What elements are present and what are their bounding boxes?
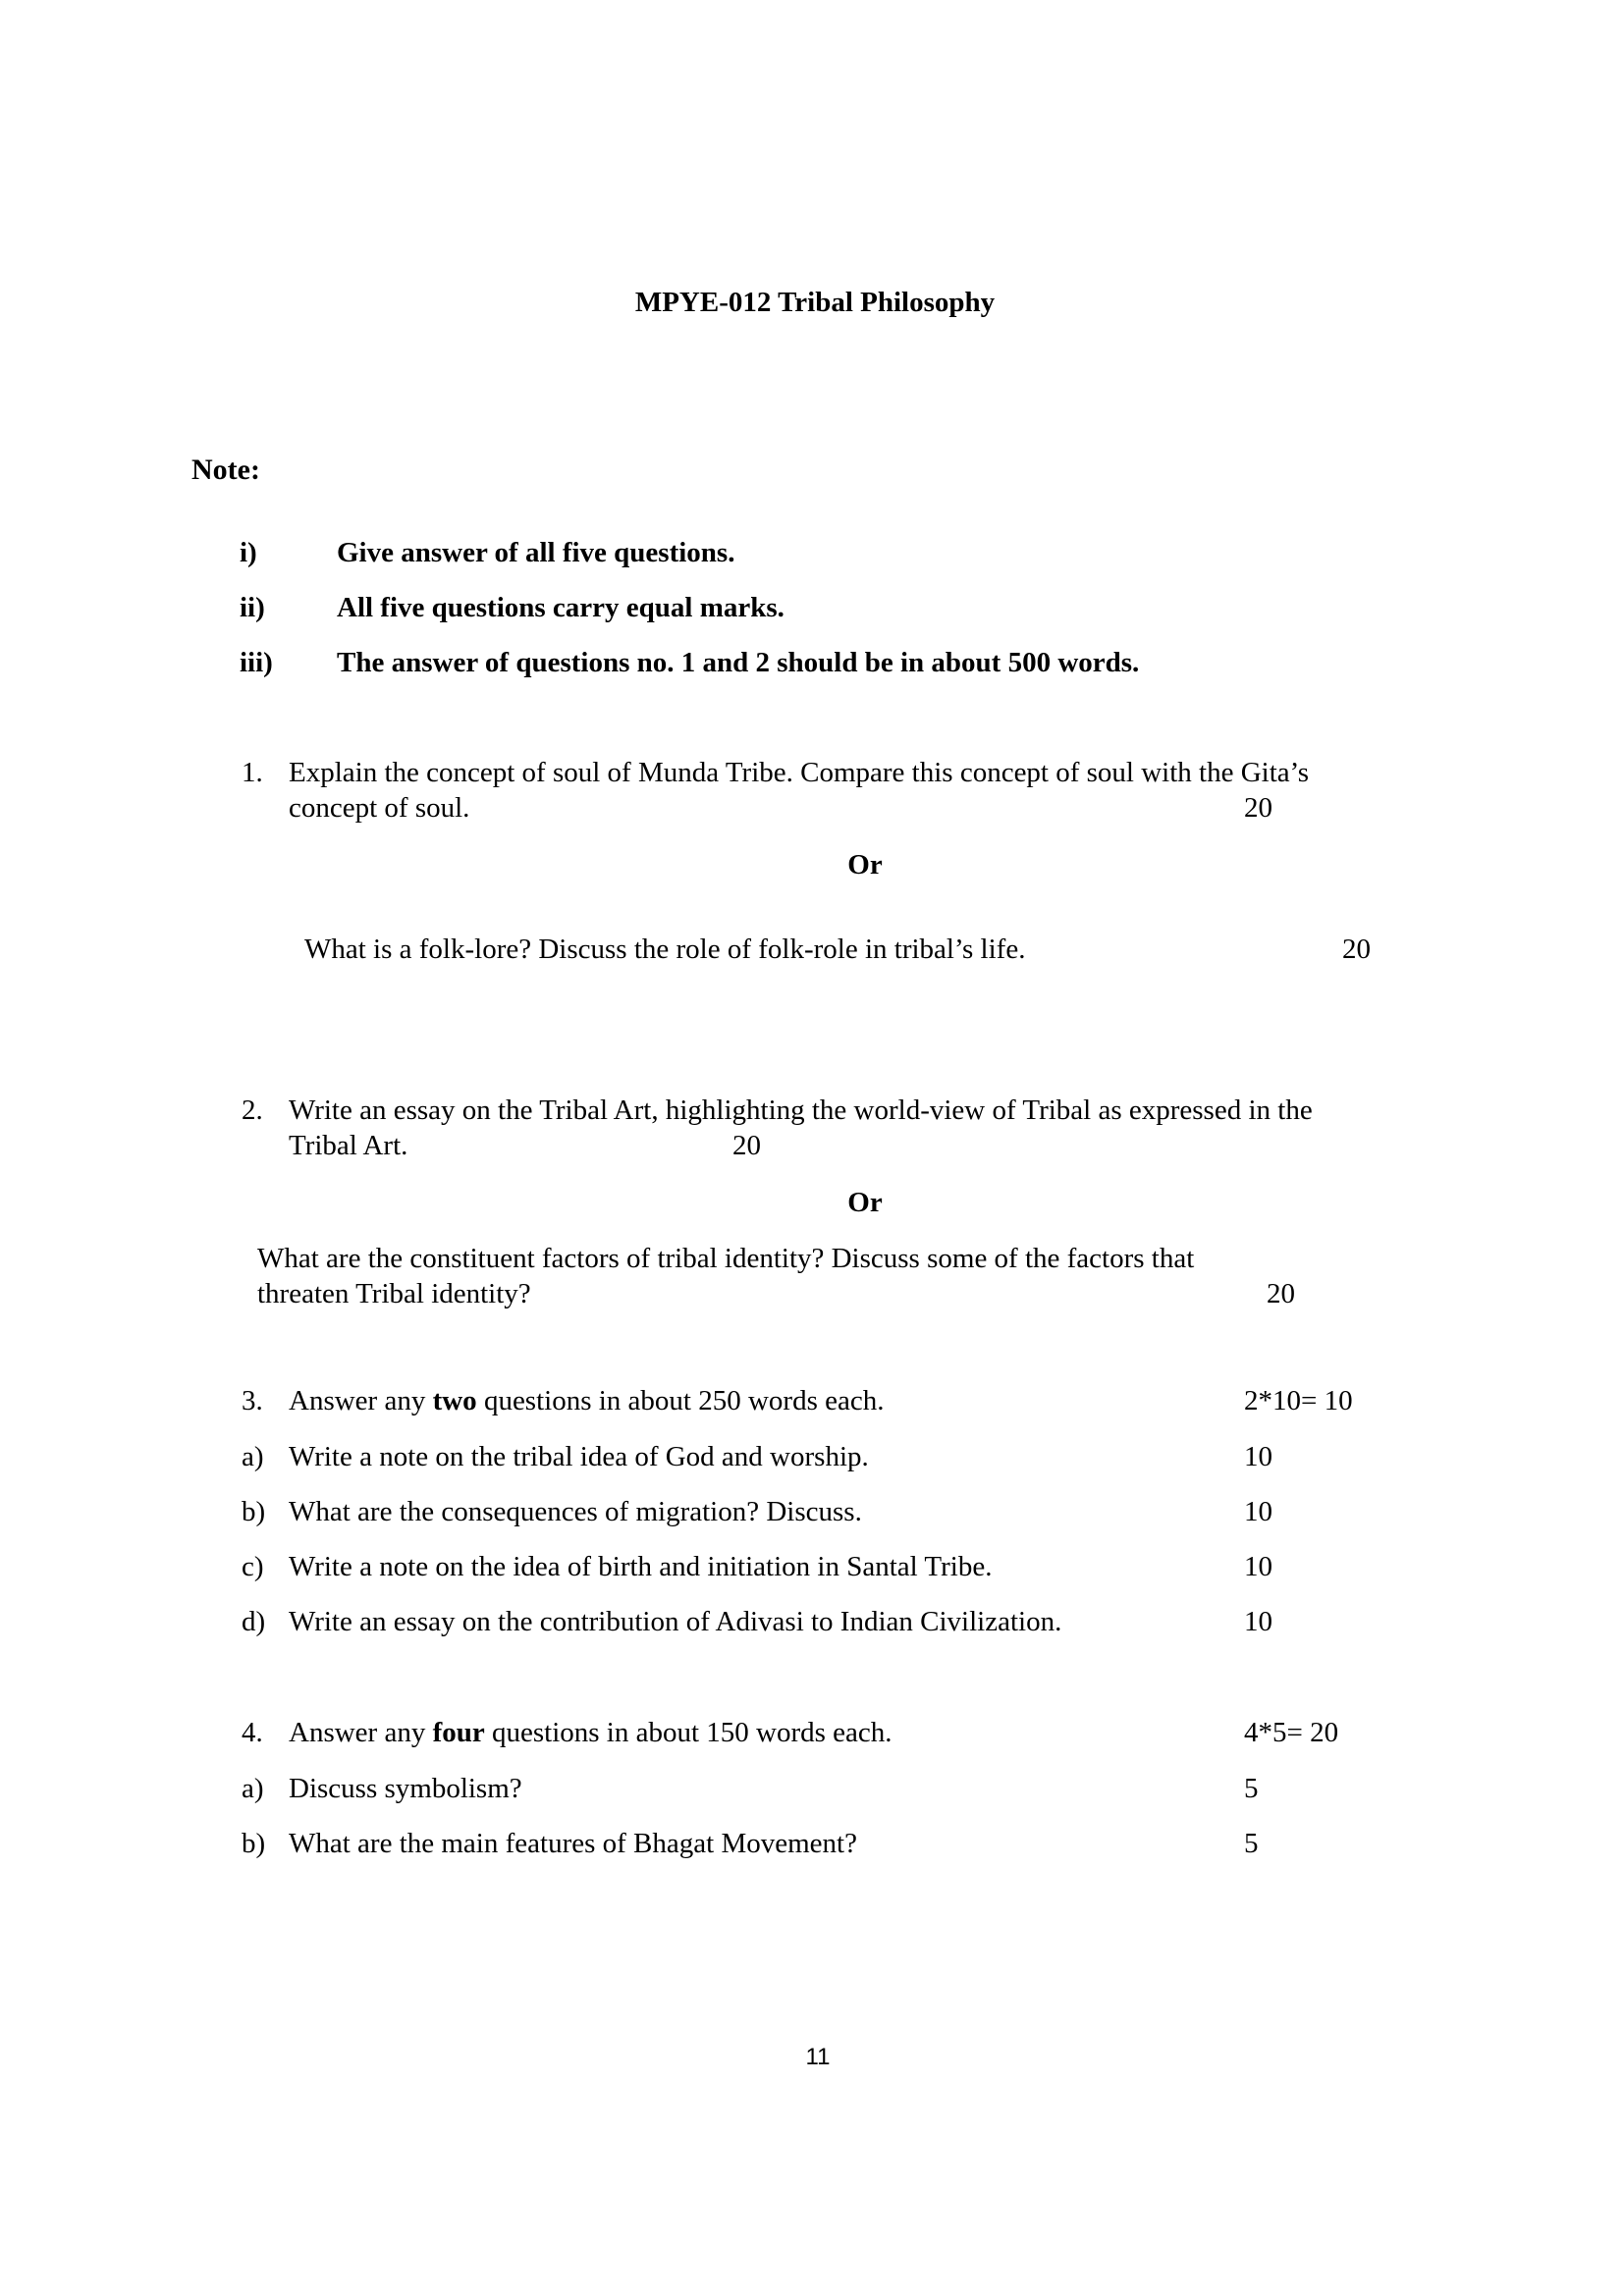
question-instruction (289, 1385, 884, 1417)
or-separator: Or (847, 849, 883, 881)
alternate-question-marks: 20 (1267, 1278, 1295, 1309)
question-instruction (289, 1717, 893, 1749)
question-number: 4. (242, 1717, 263, 1748)
sub-question-marks: 5 (1244, 1773, 1259, 1804)
sub-question-text: Write an essay on the contribution of Adivasi to Indian Civilization. (289, 1606, 1062, 1637)
instruction-prefix: Answer any (289, 1385, 433, 1416)
sub-question-marks: 10 (1244, 1606, 1272, 1637)
sub-question-label: a) (242, 1441, 264, 1472)
sub-question-label: c) (242, 1551, 264, 1582)
sub-question-marks: 5 (1244, 1828, 1259, 1859)
sub-question-marks: 10 (1244, 1441, 1272, 1472)
sub-question-label: b) (242, 1828, 266, 1859)
note-item-number: iii) (240, 647, 273, 678)
alternate-question-text-line: What are the constituent factors of tribal identity? Discuss some of the factors that (257, 1243, 1195, 1274)
question-text-line: Explain the concept of soul of Munda Tribe. Compare this concept of soul with the Gita’s (289, 757, 1310, 788)
question-text-line: Write an essay on the Tribal Art, highlighting the world-view of Tribal as expressed in the (289, 1095, 1313, 1126)
note-item-number: i) (240, 537, 257, 568)
sub-question-text: What are the main features of Bhagat Movement? (289, 1828, 857, 1859)
instruction-suffix: questions in about 250 words each. (476, 1385, 885, 1416)
instruction-emphasis: four (432, 1717, 485, 1748)
sub-question-marks: 10 (1244, 1496, 1272, 1527)
sub-question-text: Write a note on the idea of birth and initiation in Santal Tribe. (289, 1551, 993, 1582)
note-item-text: Give answer of all five questions. (337, 537, 735, 568)
question-marks: 20 (732, 1130, 761, 1161)
question-text-line: Tribal Art. (289, 1130, 408, 1161)
sub-question-label: a) (242, 1773, 264, 1804)
document-title: MPYE-012 Tribal Philosophy (634, 287, 996, 318)
sub-question-text: Discuss symbolism? (289, 1773, 522, 1804)
sub-question-label: b) (242, 1496, 266, 1527)
note-item-number: ii) (240, 592, 265, 623)
or-separator: Or (847, 1187, 883, 1218)
sub-question-marks: 10 (1244, 1551, 1272, 1582)
instruction-prefix: Answer any (289, 1717, 433, 1748)
sub-question-text: Write a note on the tribal idea of God and worship. (289, 1441, 869, 1472)
note-item-text: The answer of questions no. 1 and 2 should be in about 500 words. (337, 647, 1140, 678)
alternate-question-text-line: threaten Tribal identity? (257, 1278, 531, 1309)
instruction-emphasis: two (432, 1385, 477, 1416)
question-number: 3. (242, 1385, 263, 1416)
note-label: Note: (191, 454, 260, 486)
alternate-question-marks: 20 (1342, 934, 1371, 965)
alternate-question-text: What is a folk-lore? Discuss the role of folk-role in tribal’s life. (304, 934, 1026, 965)
question-marks: 4*5= 20 (1244, 1717, 1339, 1748)
question-marks: 20 (1244, 792, 1272, 824)
question-number: 1. (242, 757, 263, 788)
question-number: 2. (242, 1095, 263, 1126)
instruction-suffix: questions in about 150 words each. (484, 1717, 893, 1748)
note-item-text: All five questions carry equal marks. (337, 592, 784, 623)
page-number: 11 (805, 2044, 831, 2070)
question-text-line: concept of soul. (289, 792, 470, 824)
question-marks: 2*10= 10 (1244, 1385, 1353, 1416)
sub-question-text: What are the consequences of migration? Discuss. (289, 1496, 862, 1527)
sub-question-label: d) (242, 1606, 266, 1637)
